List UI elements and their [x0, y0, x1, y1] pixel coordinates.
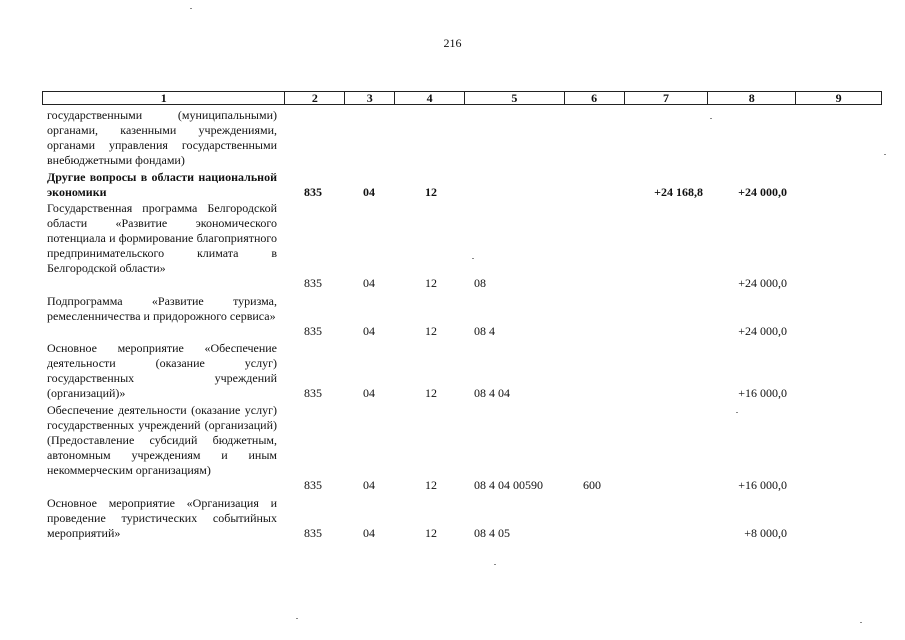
cell-chapter: 835 — [304, 324, 322, 338]
cell-amount-8: +8 000,0 — [744, 526, 787, 540]
scan-speck — [736, 412, 738, 413]
cell-chapter: 835 — [304, 276, 322, 290]
cell-target-article: 08 4 04 — [474, 386, 510, 400]
column-header-1: 1 — [43, 92, 285, 104]
cell-section: 04 — [363, 185, 375, 199]
row-description: Государственная программа Белгородской области «Развитие экономического потенциала и формирование благоприятного предпринимательского климата в Белгородской области» — [47, 201, 277, 275]
cell-section: 04 — [363, 276, 375, 290]
scan-speck — [494, 564, 496, 565]
scan-speck — [190, 8, 192, 9]
scan-speck — [710, 118, 712, 119]
row-description: Подпрограмма «Развитие туризма, ремесленничества и придорожного сервиса» — [47, 294, 277, 323]
row-description: Другие вопросы в области национальной экономики — [47, 170, 277, 199]
cell-section: 04 — [363, 324, 375, 338]
cell-amount-7: +24 168,8 — [654, 185, 703, 199]
cell-subsection: 12 — [425, 276, 437, 290]
cell-target-article: 08 — [474, 276, 486, 290]
row-description: Основное мероприятие «Организация и проведение туристических событийных мероприятий» — [47, 496, 277, 540]
column-header-7: 7 — [625, 92, 709, 104]
column-header-2: 2 — [285, 92, 345, 104]
cell-subsection: 12 — [425, 526, 437, 540]
column-header-9: 9 — [835, 91, 842, 105]
row-description: Обеспечение деятельности (оказание услуг) государственных учреждений (организаций) (Предоставление субсидий бюджетным, автономным учреждениям и иным некоммерческим организациям) — [47, 403, 277, 477]
table-row — [0, 201, 905, 291]
cell-section: 04 — [363, 526, 375, 540]
cell-amount-8: +24 000,0 — [738, 276, 787, 290]
cell-subsection: 12 — [425, 478, 437, 492]
cell-amount-8: +16 000,0 — [738, 478, 787, 492]
cell-expense-type: 600 — [583, 478, 601, 492]
column-header-6: 6 — [565, 92, 625, 104]
cell-section: 04 — [363, 386, 375, 400]
scan-speck — [472, 258, 474, 259]
cell-amount-8: +16 000,0 — [738, 386, 787, 400]
column-header-3: 3 — [345, 92, 395, 104]
table-row — [0, 294, 905, 339]
cell-subsection: 12 — [425, 324, 437, 338]
cell-target-article: 08 4 04 00590 — [474, 478, 543, 492]
table-header — [42, 91, 882, 105]
cell-target-article: 08 4 05 — [474, 526, 510, 540]
table-row — [0, 496, 905, 541]
cell-section: 04 — [363, 478, 375, 492]
cell-amount-8: +24 000,0 — [738, 324, 787, 338]
table-row — [0, 403, 905, 493]
cell-amount-8: +24 000,0 — [738, 185, 787, 199]
page-number: 216 — [443, 36, 462, 50]
cell-chapter: 835 — [304, 386, 322, 400]
table-row — [0, 170, 905, 200]
row-description: государственными (муниципальными) органами, казенными учреждениями, органами управления государственными внебюджетными фондами) — [47, 108, 277, 167]
cell-target-article: 08 4 — [474, 324, 495, 338]
scan-speck — [884, 154, 886, 155]
cell-subsection: 12 — [425, 386, 437, 400]
row-description: Основное мероприятие «Обеспечение деятельности (оказание услуг) государственных учреждений (организаций)» — [47, 341, 277, 400]
cell-chapter: 835 — [304, 478, 322, 492]
cell-chapter: 835 — [304, 526, 322, 540]
scan-speck — [860, 622, 862, 623]
cell-chapter: 835 — [304, 185, 322, 199]
column-header-4: 4 — [395, 92, 465, 104]
cell-subsection: 12 — [425, 185, 437, 199]
column-header-5: 5 — [465, 92, 565, 104]
table-row — [0, 341, 905, 401]
column-header-8: 8 — [708, 92, 796, 104]
table-row — [0, 108, 905, 168]
scan-speck — [296, 618, 298, 619]
